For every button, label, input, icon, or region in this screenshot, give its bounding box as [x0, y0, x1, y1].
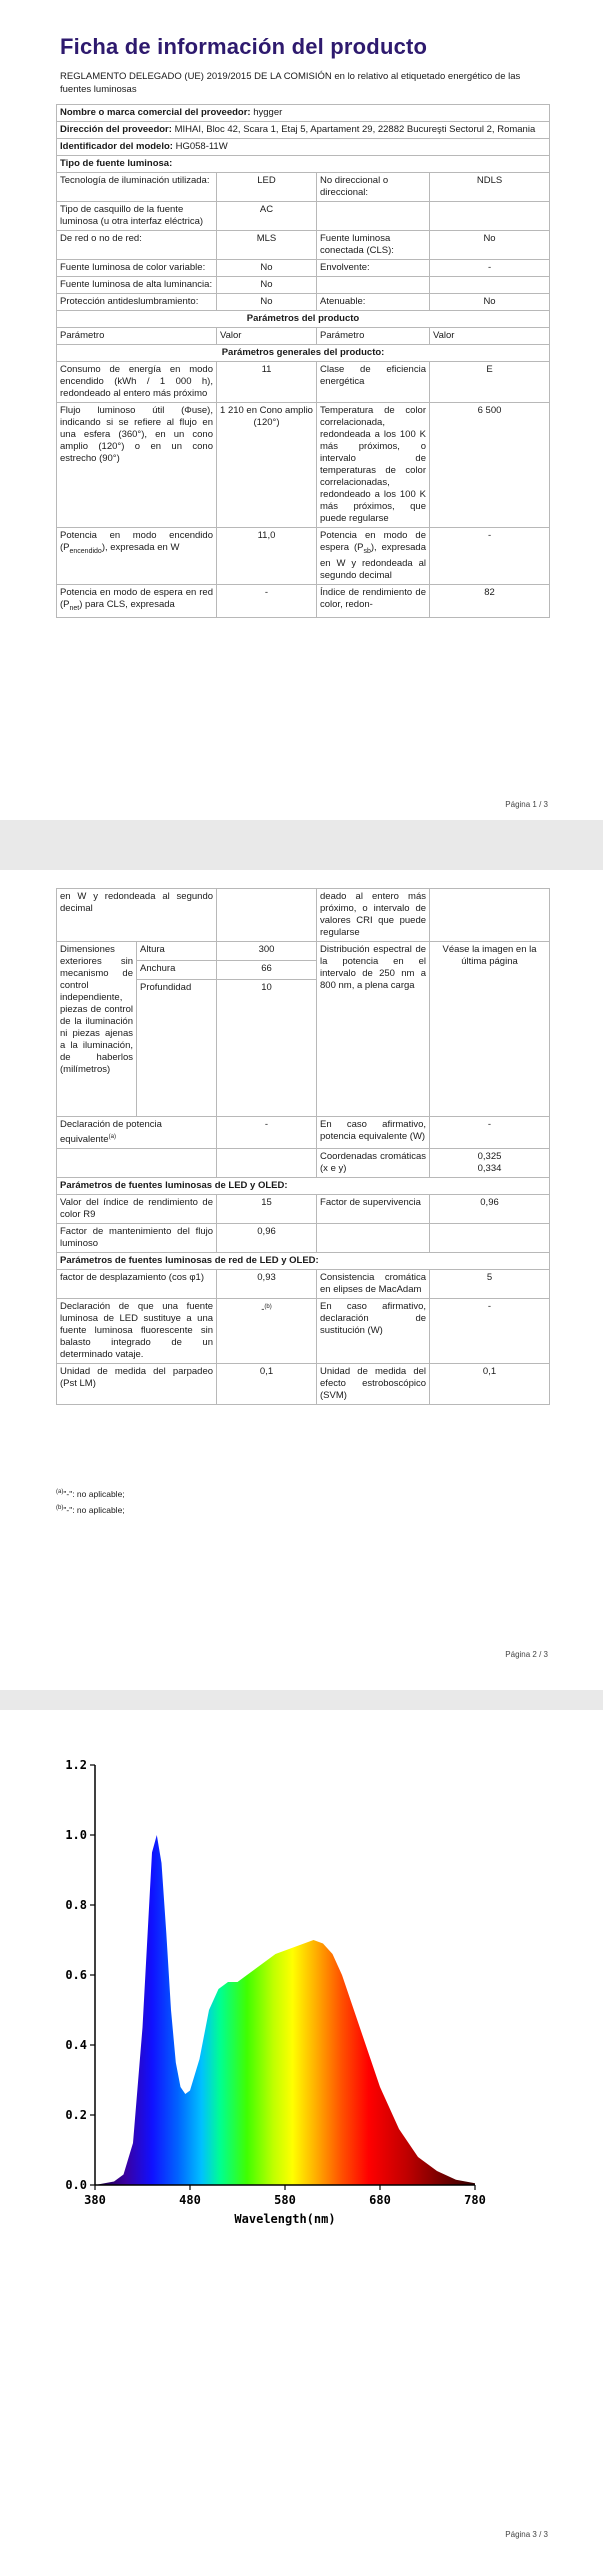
surv-value: 0,96 — [430, 1195, 550, 1224]
pst-value: 0,1 — [217, 1364, 317, 1405]
table-row — [57, 1149, 550, 1178]
pst-label: Unidad de medida del parpadeo (Pst LM) — [57, 1364, 217, 1405]
param-value: No — [217, 277, 317, 294]
param-value: - — [430, 260, 550, 277]
model-value: HG058-11W — [175, 141, 228, 152]
table-row — [57, 1364, 550, 1405]
maint-label: Factor de mantenimiento del flujo luminoso — [57, 1224, 217, 1253]
led-header: Parámetros de fuentes luminosas de LED y OLED: — [57, 1178, 550, 1195]
param-label: Temperatura de color correlacionada, redondeada a los 100 K más próximos, o intervalo de temperaturas de color correlacionadas, redondeado a los 100 K más próximos, que puede regularse — [317, 403, 430, 528]
supplier-row — [57, 105, 550, 122]
params-header-row — [57, 311, 550, 328]
supplier-value: hygger — [253, 107, 283, 118]
param-value: NDLS — [430, 173, 550, 202]
table-row — [57, 1117, 550, 1149]
source-type-header: Tipo de fuente luminosa: — [57, 156, 550, 173]
param-value: AC — [217, 202, 317, 231]
param-value: LED — [217, 173, 317, 202]
table-row — [57, 277, 550, 294]
source-type-header-row — [57, 156, 550, 173]
spectral-distribution-chart — [40, 1750, 520, 2250]
address-label: Dirección del proveedor: — [60, 124, 172, 135]
replace-label: Declaración de que una fuente luminosa de LED sustituye a una fuente luminosa fluorescente sin balasto integrado de un determinado vataje. — [57, 1299, 217, 1364]
equiv-value: - — [217, 1117, 317, 1149]
param-label: Fuente luminosa de color variable: — [57, 260, 217, 277]
equiv-label: Declaración de potencia equivalente$^{(a)}$ — [57, 1117, 217, 1149]
mains-header-row — [57, 1253, 550, 1270]
col-value: Valor — [217, 328, 317, 345]
model-row — [57, 139, 550, 156]
macadam-label: Consistencia cromática en elipses de MacAdam — [317, 1270, 430, 1299]
address-row — [57, 122, 550, 139]
col-param: Parámetro — [57, 328, 217, 345]
page-3 — [0, 1710, 603, 2560]
r9-value: 15 — [217, 1195, 317, 1224]
disp-label: factor de desplazamiento (cos φ1) — [57, 1270, 217, 1299]
param-label: Potencia en modo de espera en red $(P_{net})$ para CLS, expresada — [57, 584, 217, 617]
y-tick-label: 1.2 — [65, 1758, 87, 1772]
param-value: 11,0 — [217, 528, 317, 585]
param-label: No direccional o direccional: — [317, 173, 430, 202]
model-label: Identificador del modelo: — [60, 141, 173, 152]
surv-label: Factor de supervivencia — [317, 1195, 430, 1224]
chroma-value: 0,325 0,334 — [430, 1149, 550, 1178]
param-value: No — [430, 231, 550, 260]
param-value: 6 500 — [430, 403, 550, 528]
dim-name: Altura — [137, 942, 217, 961]
params-header: Parámetros del producto — [57, 311, 550, 328]
column-header-row — [57, 328, 550, 345]
table-row — [57, 362, 550, 403]
x-tick-label: 480 — [179, 2193, 201, 2207]
param-value: - — [217, 584, 317, 617]
general-header-row — [57, 345, 550, 362]
table-row — [57, 1224, 550, 1253]
table-row — [57, 1270, 550, 1299]
x-tick-label: 380 — [84, 2193, 106, 2207]
page-2 — [0, 870, 603, 1690]
mains-header: Parámetros de fuentes luminosas de red de LED y OLED: — [57, 1253, 550, 1270]
param-label: Flujo luminoso útil (Φuse), indicando si se refiere al flujo en una esfera (360°), en un cono amplio (120°) o en un cono estrecho (90°) — [57, 403, 217, 528]
param-value: No — [217, 294, 317, 311]
page-1 — [0, 0, 603, 820]
footnote-a: $^{(a)}$"-": no aplicable; — [56, 1488, 125, 1499]
table-row — [57, 584, 550, 617]
col-param: Parámetro — [317, 328, 430, 345]
y-tick-label: 0.0 — [65, 2178, 87, 2192]
param-label: Potencia en modo de espera $(P_{sb})$, expresada en W y redondeada al segundo decimal — [317, 528, 430, 585]
page-title: Ficha de información del producto — [60, 34, 428, 59]
svm-value: 0,1 — [430, 1364, 550, 1405]
replace-value: -$^{(b)}$ — [217, 1299, 317, 1364]
page-subtitle: REGLAMENTO DELEGADO (UE) 2019/2015 DE LA COMISIÓN en lo relativo al etiquetado energético de las fuentes luminosas — [60, 71, 521, 95]
y-tick-label: 0.8 — [65, 1898, 87, 1912]
param-value: 11 — [217, 362, 317, 403]
table-row — [57, 231, 550, 260]
col-value: Valor — [430, 328, 550, 345]
param-label: Índice de rendimiento de color, redon- — [317, 584, 430, 617]
chroma-label: Coordenadas cromáticas (x e y) — [317, 1149, 430, 1178]
param-value — [430, 202, 550, 231]
param-label: Envolvente: — [317, 260, 430, 277]
param-value: E — [430, 362, 550, 403]
dims-label: Dimensiones exteriores sin mecanismo de control independiente, piezas de control de la iluminación ni piezas ajenas a la iluminación, de haberlos (milímetros) — [57, 942, 137, 1117]
table-row — [57, 889, 550, 942]
param-value: No — [430, 294, 550, 311]
table-row — [57, 528, 550, 585]
param-value — [430, 277, 550, 294]
param-label — [317, 202, 430, 231]
x-tick-label: 580 — [274, 2193, 296, 2207]
param-value: MLS — [217, 231, 317, 260]
spd-value: Véase la imagen en la última página — [430, 942, 550, 1117]
spectrum-area — [95, 1835, 475, 2185]
param-value: 82 — [430, 584, 550, 617]
dim-value: 300 — [217, 942, 317, 961]
param-label: De red o no de red: — [57, 231, 217, 260]
param-label: Potencia en modo encendido $(P_{encendido})$, expresada en W — [57, 528, 217, 585]
svm-label: Unidad de medida del efecto estroboscópico (SVM) — [317, 1364, 430, 1405]
table-row — [57, 294, 550, 311]
maint-value: 0,96 — [217, 1224, 317, 1253]
general-header: Parámetros generales del producto: — [57, 345, 550, 362]
y-tick-label: 0.2 — [65, 2108, 87, 2122]
dim-value: 66 — [217, 961, 317, 980]
dims-row — [57, 942, 550, 961]
dim-name: Profundidad — [137, 980, 217, 1117]
equiv-w-label: En caso afirmativo, potencia equivalente (W) — [317, 1117, 430, 1149]
param-value: - — [430, 528, 550, 585]
product-info-table-continued — [56, 888, 550, 1405]
param-label: Fuente luminosa de alta luminancia: — [57, 277, 217, 294]
param-value: No — [217, 260, 317, 277]
param-label: Tecnología de iluminación utilizada: — [57, 173, 217, 202]
footnote-b: $^{(b)}$"-": no aplicable; — [56, 1504, 125, 1515]
macadam-value: 5 — [430, 1270, 550, 1299]
param-value: 1 210 en Cono amplio (120°) — [217, 403, 317, 528]
param-label: en W y redondeada al segundo decimal — [57, 889, 217, 942]
r9-label: Valor del índice de rendimiento de color R9 — [57, 1195, 217, 1224]
table-row — [57, 403, 550, 528]
page-number: Página 1 / 3 — [505, 800, 548, 809]
param-label: Fuente luminosa conectada (CLS): — [317, 231, 430, 260]
table-row — [57, 202, 550, 231]
param-label: Tipo de casquillo de la fuente luminosa (u otra interfaz eléctrica) — [57, 202, 217, 231]
table-row — [57, 260, 550, 277]
dim-name: Anchura — [137, 961, 217, 980]
footnotes — [56, 1485, 125, 1517]
spd-label: Distribución espectral de la potencia en el intervalo de 250 nm a 800 nm, a plena carga — [317, 942, 430, 1117]
x-axis-label: Wavelength(nm) — [234, 2212, 336, 2226]
address-value: MIHAI, Bloc 42, Scara 1, Etaj 5, Apartament 29, 22882 Bucureşti Sectorul 2, Romania — [174, 124, 536, 135]
param-label: Protección antideslumbramiento: — [57, 294, 217, 311]
param-label: Clase de eficiencia energética — [317, 362, 430, 403]
param-label: Consumo de energía en modo encendido (kWh / 1 000 h), redondeado al entero más próximo — [57, 362, 217, 403]
page-number: Página 3 / 3 — [505, 2530, 548, 2539]
x-tick-label: 680 — [369, 2193, 391, 2207]
replace-w-value: - — [430, 1299, 550, 1364]
param-label — [317, 277, 430, 294]
table-row — [57, 1299, 550, 1364]
table-row — [57, 1195, 550, 1224]
x-tick-label: 780 — [464, 2193, 486, 2207]
table-row — [57, 173, 550, 202]
y-tick-label: 0.4 — [65, 2038, 87, 2052]
equiv-w-value: - — [430, 1117, 550, 1149]
led-header-row — [57, 1178, 550, 1195]
supplier-label: Nombre o marca comercial del proveedor: — [60, 107, 251, 118]
y-tick-label: 0.6 — [65, 1968, 87, 1982]
param-label: deado al entero más próximo, o intervalo de valores CRI que puede regularse — [317, 889, 430, 942]
param-label: Atenuable: — [317, 294, 430, 311]
product-info-table — [56, 104, 550, 618]
y-tick-label: 1.0 — [65, 1828, 87, 1842]
disp-value: 0,93 — [217, 1270, 317, 1299]
replace-w-label: En caso afirmativo, declaración de sustitución (W) — [317, 1299, 430, 1364]
page-number: Página 2 / 3 — [505, 1650, 548, 1659]
dim-value: 10 — [217, 980, 317, 1117]
